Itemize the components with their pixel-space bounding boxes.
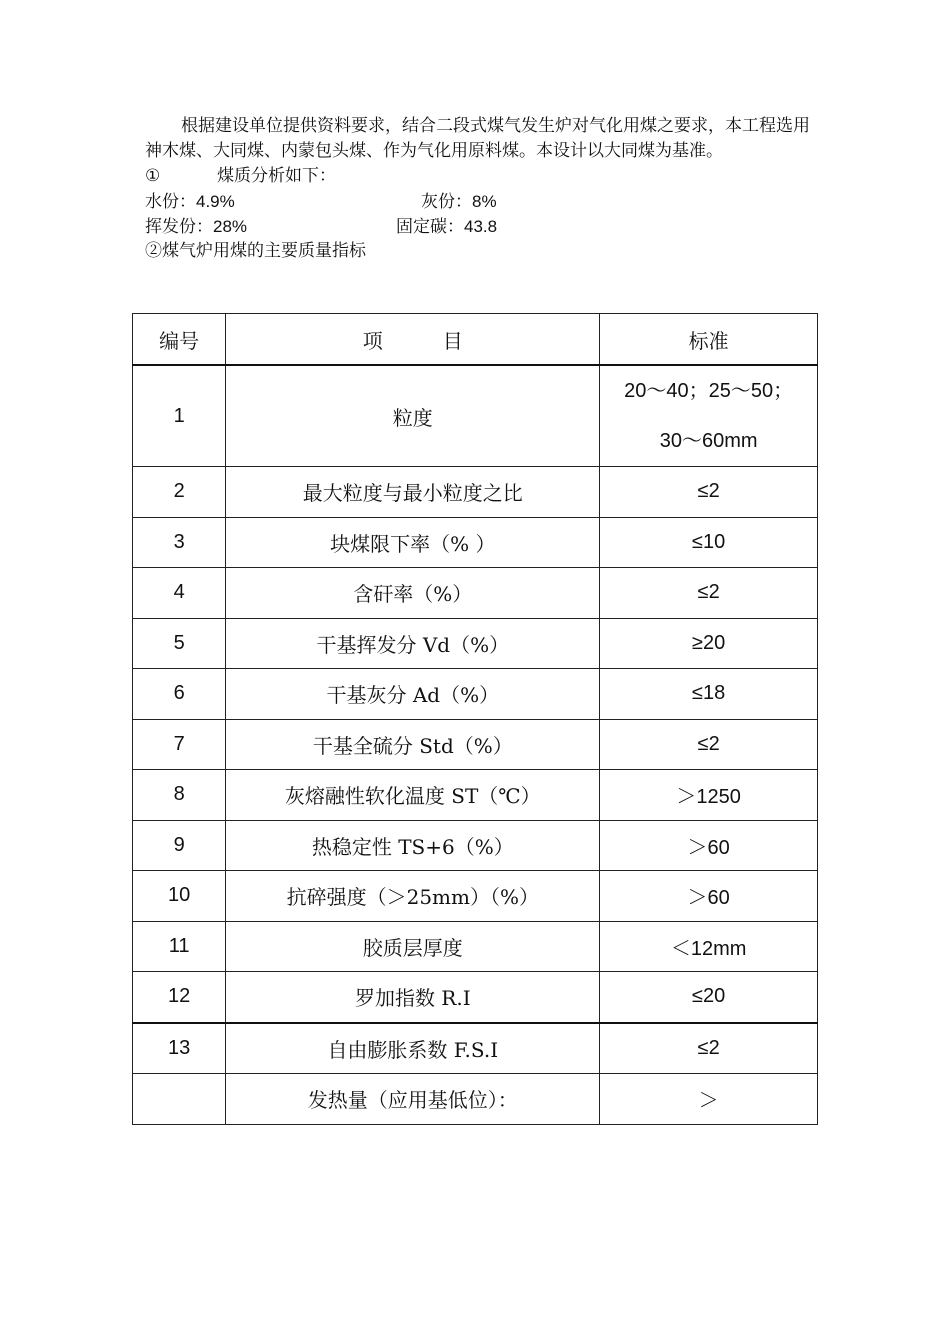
row-item: 发热量（应用基低位）： (226, 1074, 600, 1125)
row-number: 1 (133, 365, 226, 467)
analysis-marker: ① (145, 166, 161, 186)
quality-heading: ②煤气炉用煤的主要质量指标 (145, 241, 366, 261)
header-number: 编号 (133, 314, 226, 366)
row-standard (600, 365, 818, 467)
table-row (133, 921, 818, 972)
table-row (133, 669, 818, 720)
row-number: 8 (133, 770, 226, 821)
row-item: 胶质层厚度 (226, 921, 600, 972)
header-standard: 标准 (600, 314, 818, 366)
row-number: 2 (133, 467, 226, 518)
row-item: 含矸率（%） (226, 568, 600, 619)
header-item: 项 目 (226, 314, 600, 366)
row-number: 4 (133, 568, 226, 619)
table-row (133, 517, 818, 568)
row-item: 自由膨胀系数 F.S.I (226, 1023, 600, 1074)
table-row (133, 618, 818, 669)
row-standard-line-2: 30～60mm (659, 430, 758, 452)
row-number: 9 (133, 820, 226, 871)
row-standard: ≤2 (600, 719, 818, 770)
intro-paragraph: 根据建设单位提供资料要求，结合二段式煤气发生炉对气化用煤之要求，本工程选用神木煤、大同煤、内蒙包头煤、作为气化用原料煤。本设计以大同煤为基准。 (145, 116, 810, 161)
row-item: 抗碎强度（＞25mm）（%） (226, 871, 600, 922)
row-item: 灰熔融性软化温度 ST（℃） (226, 770, 600, 821)
water-content: 水份：4.9% (145, 192, 235, 211)
table-row (133, 871, 818, 922)
row-number: 6 (133, 669, 226, 720)
table-header-row (133, 314, 818, 366)
table-row (133, 467, 818, 518)
row-standard: ＞ (600, 1074, 818, 1125)
row-item: 最大粒度与最小粒度之比 (226, 467, 600, 518)
row-standard: ≤2 (600, 467, 818, 518)
table-row (133, 365, 818, 467)
row-standard-line-1: 20～40；25～50； (624, 380, 794, 402)
row-number: 12 (133, 972, 226, 1023)
table-row (133, 770, 818, 821)
row-standard: ＞1250 (600, 770, 818, 821)
table-row (133, 719, 818, 770)
analysis-heading: 煤质分析如下： (217, 166, 336, 186)
row-number (133, 1074, 226, 1125)
row-standard: ≤20 (600, 972, 818, 1023)
row-standard: ＞60 (600, 871, 818, 922)
row-number: 3 (133, 517, 226, 568)
row-number: 13 (133, 1023, 226, 1074)
quality-heading-line (145, 239, 813, 264)
table-row (133, 1074, 818, 1125)
row-standard: ≤10 (600, 517, 818, 568)
fixed-carbon-content: 固定碳：43.8 (396, 217, 498, 236)
table-row (133, 1023, 818, 1074)
row-item: 干基全硫分 Std（%） (226, 719, 600, 770)
row-item: 块煤限下率（% ） (226, 517, 600, 568)
row-standard: ≤2 (600, 1023, 818, 1074)
row-item: 粒度 (226, 365, 600, 467)
table-row (133, 820, 818, 871)
row-number: 10 (133, 871, 226, 922)
analysis-line-1 (145, 189, 813, 214)
table-row (133, 568, 818, 619)
table-row (133, 972, 818, 1023)
analysis-heading-line (145, 164, 813, 189)
row-number: 5 (133, 618, 226, 669)
row-standard: ＜12mm (600, 921, 818, 972)
row-item: 干基挥发分 Vd（%） (226, 618, 600, 669)
row-number: 11 (133, 921, 226, 972)
row-standard: ≥20 (600, 618, 818, 669)
row-standard: ≤18 (600, 669, 818, 720)
row-item: 罗加指数 R.I (226, 972, 600, 1023)
row-item: 干基灰分 Ad（%） (226, 669, 600, 720)
ash-content: 灰份：8% (421, 192, 497, 211)
intro-section (145, 114, 813, 264)
analysis-line-2 (145, 214, 813, 239)
coal-quality-table (132, 313, 818, 1125)
row-number: 7 (133, 719, 226, 770)
row-standard: ＞60 (600, 820, 818, 871)
volatile-content: 挥发份：28% (145, 217, 248, 236)
row-standard: ≤2 (600, 568, 818, 619)
row-item: 热稳定性 TS+6（%） (226, 820, 600, 871)
